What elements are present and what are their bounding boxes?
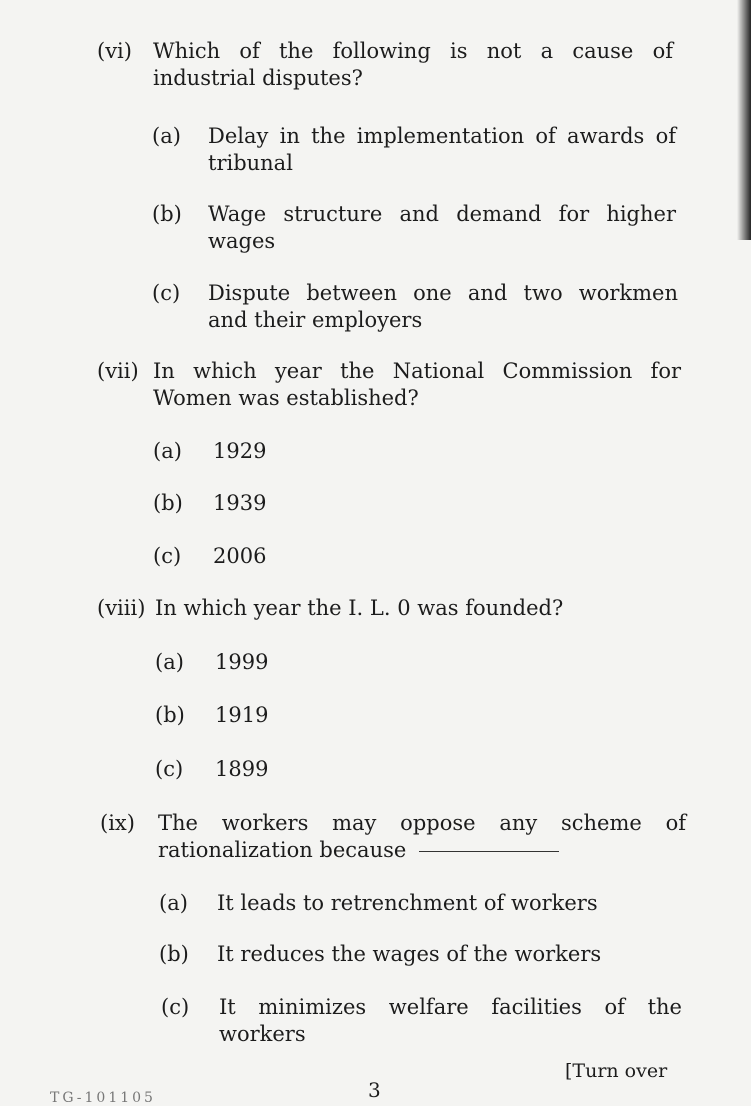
option-letter: (a) — [159, 891, 188, 915]
question-text-line: rationalization because — [158, 838, 407, 862]
option-letter: (b) — [155, 703, 185, 727]
option-letter: (c) — [152, 281, 181, 305]
question-number: (viii) — [97, 596, 146, 620]
question-text-line: Women was established? — [153, 386, 419, 410]
option-letter: (c) — [161, 995, 190, 1019]
page-edge-shadow — [737, 0, 751, 240]
question-number: (vi) — [97, 39, 132, 63]
option-text-line: It minimizes welfare facilities of the — [219, 995, 682, 1019]
option-letter: (c) — [153, 544, 182, 568]
option-letter: (a) — [152, 124, 181, 148]
question-number: (vii) — [97, 359, 139, 383]
question-text-line: In which year the National Commission for — [153, 359, 681, 383]
option-text-line: 1919 — [215, 703, 269, 727]
option-text-line: and their employers — [208, 308, 423, 332]
question-text-line: Which of the following is not a cause of — [153, 39, 673, 63]
question-number: (ix) — [100, 811, 135, 835]
option-text-line: 1999 — [215, 650, 269, 674]
option-text-line: tribunal — [208, 151, 293, 175]
option-text-line: wages — [208, 229, 276, 253]
question-text-line: industrial disputes? — [153, 66, 363, 90]
option-letter: (b) — [152, 202, 182, 226]
option-text-line: It leads to retrenchment of workers — [217, 891, 598, 915]
option-text-line: Delay in the implementation of awards of — [208, 124, 676, 148]
question-text-line: In which year the I. L. 0 was founded? — [155, 596, 564, 620]
option-text-line: workers — [219, 1022, 306, 1046]
answer-blank-line — [419, 851, 559, 852]
option-text-line: It reduces the wages of the workers — [217, 942, 602, 966]
option-letter: (c) — [155, 757, 184, 781]
option-letter: (a) — [155, 650, 184, 674]
option-letter: (b) — [159, 942, 189, 966]
option-text-line: Wage structure and demand for higher — [208, 202, 676, 226]
option-text-line: 1929 — [213, 439, 267, 463]
page-number: 3 — [368, 1078, 381, 1102]
option-text-line: 1939 — [213, 491, 267, 515]
option-text-line: 1899 — [215, 757, 269, 781]
option-text-line: Dispute between one and two workmen — [208, 281, 678, 305]
option-letter: (b) — [153, 491, 183, 515]
turn-over-note: [Turn over — [565, 1060, 668, 1082]
question-text-line: The workers may oppose any scheme of — [158, 811, 686, 835]
option-letter: (a) — [153, 439, 182, 463]
paper-code: TG-101105 — [50, 1090, 156, 1106]
option-text-line: 2006 — [213, 544, 267, 568]
